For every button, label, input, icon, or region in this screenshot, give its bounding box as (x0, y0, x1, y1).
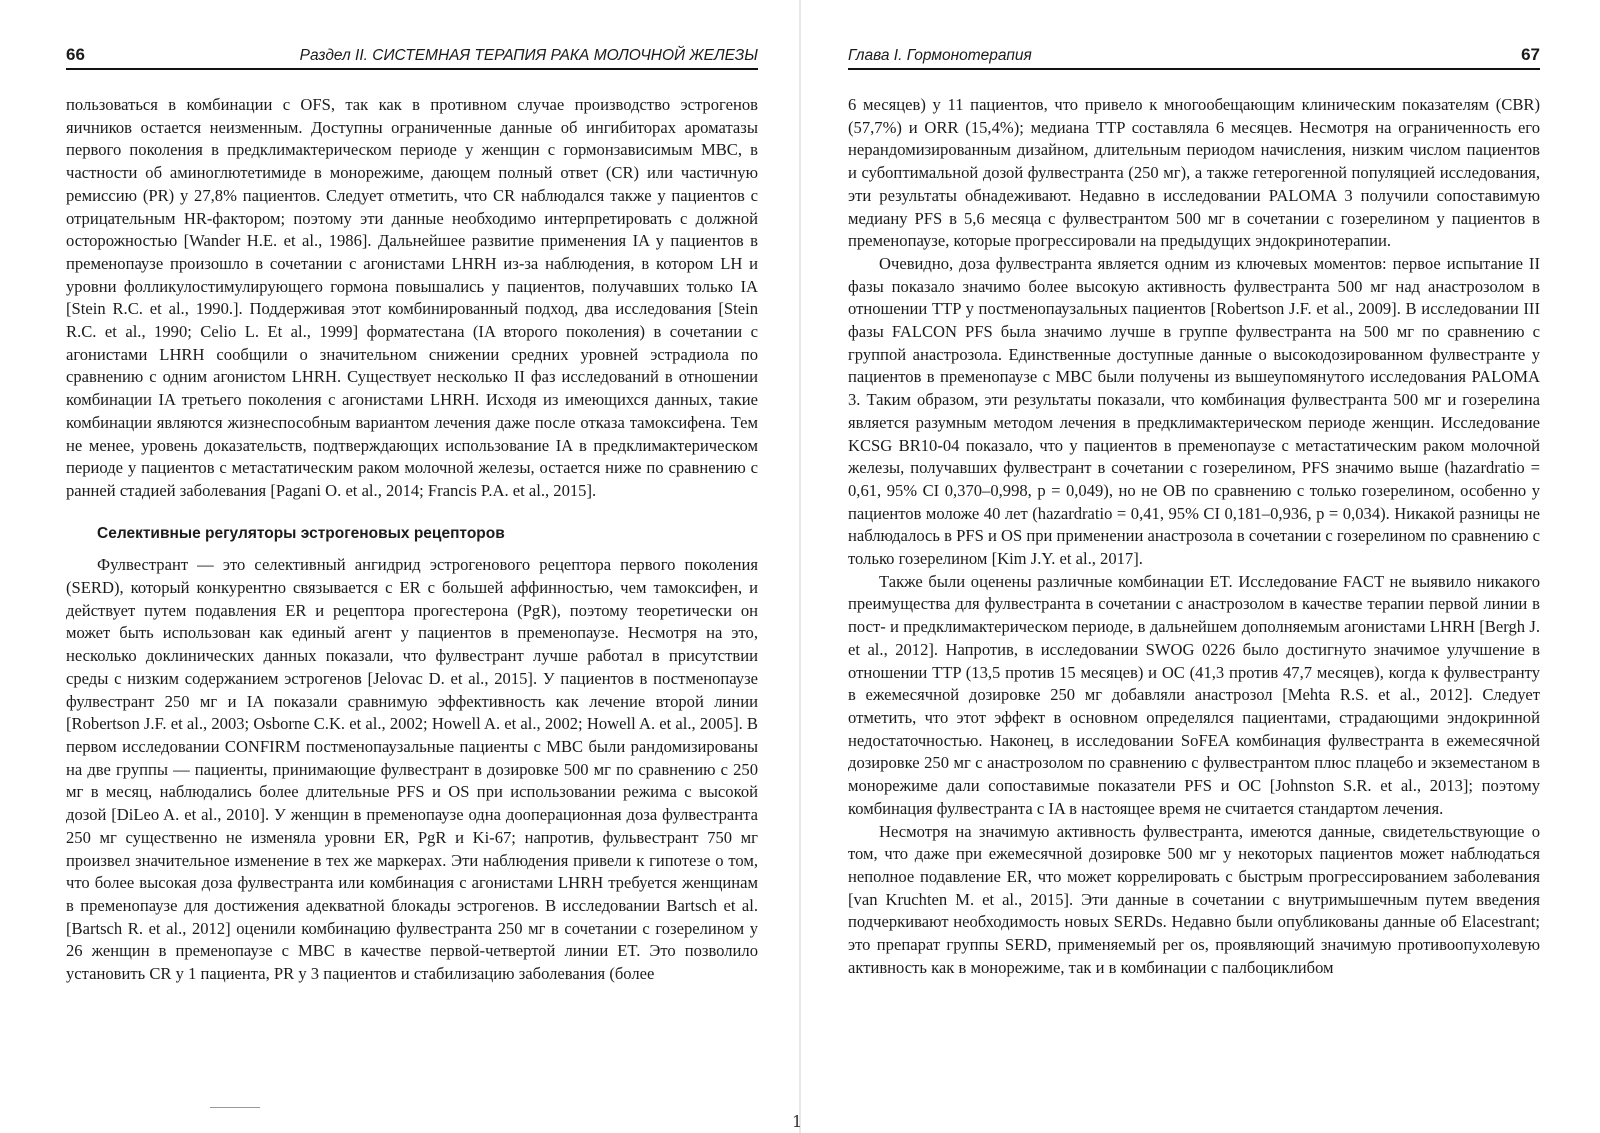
right-paragraph-1: 6 месяцев) у 11 пациентов, что привело к многообещающим клиническим показателям (CBR) (57,7%) и ORR (15,4%); медиана TTP составляла 6 месяцев. Несмотря на ограниченность его нерандомизированным дизайном, длительным периодом начисления, низким числом пациентов и субоптимальной дозой фулвестранта (250 мг), а также гетерогенной популяцией исследования, эти результаты обнадеживают. Недавно в исследовании PALOMA 3 получили сопоставимую медиану PFS в 5,6 месяца с фулвестрантом 500 мг в сочетании с гозерелином у пациентов в пременопаузе, которые прогрессировали на предыдущих эндокринотерапии. (848, 95, 1540, 251)
right-page-number: 67 (1521, 45, 1540, 64)
right-page-body (848, 94, 1540, 979)
right-paragraph-2: Очевидно, доза фулвестранта является одним из ключевых моментов: первое испытание II фазы показало значимо более высокую активность фулвестранта 500 мг над анастрозолом в отношении TTP у постменопаузальных пациентов [Robertson J.F. et al., 2009]. В исследовании III фазы FALCON PFS была значимо лучше в группе фулвестранта на 500 мг по сравнению с группой анастрозола. Единственные доступные данные о высокодозированном фулвестранте у пациентов в пременопаузе с MBC были получены из вышеупомянутого исследования PALOMA 3. Таким образом, эти результаты показали, что комбинация фулвестранта 500 мг и гозерелина является разумным методом лечения в предклимактерическом периоде женщин. Исследование KCSG BR10-04 показало, что у пациентов в пременопаузе с метастатическим раком молочной железы, получавших фулвестрант в сочетании с гозерелином, PFS значимо выше (hazardratio = 0,61, 95% CI 0,370–0,998, p = 0,049), но не OB по сравнению с только гозерелином, особенно у пациентов моложе 40 лет (hazardratio = 0,41, 95% CI 0,181–0,936, p = 0,034). Никакой разницы не наблюдалось в PFS и OS при применении анастрозола в сочетании с гозерелином по сравнению с только гозерелином [Kim J.Y. et al., 2017]. (848, 253, 1540, 569)
right-paragraph-3: Также были оценены различные комбинации ET. Исследование FACT не выявило никакого преимущества для фулвестранта в сочетании с анастрозолом в качестве терапии первой линии в пост- и предклимактерическом периоде, в дальнейшем дополняемым агонистами LHRH [Bergh J. et al., 2012]. Напротив, в исследовании SWOG 0226 было достигнуто значимое улучшение в отношении TTP (13,5 против 15 месяцев) и OC (41,3 против 47,7 месяцев), когда к фулвестранту в ежемесячной дозировке 250 мг добавляли анастрозол [Mehta R.S. et al., 2012]. Следует отметить, что этот эффект в основном определялся пациентами, страдающими эндокринной недостаточностью. Наконец, в исследовании SoFEA комбинация фулвестранта в ежемесячной дозировке 250 мг с анастрозолом по сравнению с фулвестрантом плюс плацебо и экземестаном в монорежиме дали сопоставимые показатели PFS и OC [Johnston S.R. et al., 2013]; поэтому комбинация фулвестранта с IA в настоящее время не считается стандартом лечения. (848, 571, 1540, 818)
right-running-head-title: Глава I. Гормонотерапия (848, 47, 1032, 64)
left-paragraph-1: пользоваться в комбинации с OFS, так как в противном случае производство эстрогенов яичников остается неизменным. Доступны ограниченные данные об ингибиторах ароматазы первого поколения в предклимактерическом периоде у женщин с гормонзависимым MBC, в частности об аминоглютетимиде в монорежиме, дающем полный ответ (CR) или частичную ремиссию (PR) у 27,8% пациентов. Следует отметить, что CR наблюдался также у пациентов с отрицательным HR-фактором; поэтому эти данные необходимо интерпретировать с должной осторожностью [Wander H.E. et al., 1986]. Дальнейшее развитие применения IA у пациентов в пременопаузе произошло в сочетании с агонистами LHRH из-за наблюдения, в котором LH и уровни фолликулостимулирующего гормона повышались у пациентов, получавших только IA [Stein R.C. et al., 1990.]. Поддерживая этот комбинированный подход, два исследования [Stein R.C. et al., 1990; Celio L. Et al., 1999] форматестана (IA второго поколения) в сочетании с агонистами LHRH сообщили о значительном снижении средних уровней эстрадиола по сравнению с одним агонистом LHRH. Существует несколько II фаз исследований в отношении комбинации IA третьего поколения с агонистами LHRH. Исходя из имеющихся данных, такие комбинации являются жизнеспособным вариантом лечения даже после отказа тамоксифена. Тем не менее, уровень доказательств, подтверждающих использование IA в предклимактерическом периоде у пациентов с метастатическим раком молочной железы, остается ниже по сравнению с ранней стадией заболевания [Pagani O. et al., 2014; Francis P.A. et al., 2015]. (66, 95, 758, 500)
gutter-mark: 1 (792, 1112, 803, 1131)
left-paragraph-2: Фулвестрант — это селективный ангидрид эстрогенового рецептора первого поколения (SERD), который конкурентно связывается с ER с большей аффинностью, чем тамоксифен, и действует путем подавления ER и рецептора прогестерона (PgR), поэтому теоретически он может быть использован как единый агент у пациентов в пременопаузе. Несмотря на это, несколько доклинических данных показали, что фулвестрант лучше работал в присутствии среды с низким содержанием эстрогенов [Jelovac D. et al., 2015]. У пациентов в постменопаузе фулвестрант 250 мг и IA показали сравнимую эффективность как лечение второй линии [Robertson J.F. et al., 2003; Osborne C.K. et al., 2002; Howell A. et al., 2002; Howell A. et al., 2005]. В первом исследовании CONFIRM постменопаузальные пациенты с MBC были рандомизированы на две группы — пациенты, принимающие фулвестрант в дозировке 500 мг по сравнению с 250 мг в месяц, наблюдались более длительные PFS и OS при использовании режима с высокой дозой [DiLeo A. et al., 2010]. У женщин в пременопаузе одна дооперационная доза фулвестранта 250 мг существенно не изменяла уровни ER, PgR и Ki-67; напротив, фульвестрант 750 мг произвел значительное изменение в тех же маркерах. Эти наблюдения привели к гипотезе о том, что более высокая доза фулвестранта или комбинация с агонистами LHRH требуется женщинам в пременопаузе для достижения адекватной блокады эстрогенов. В исследовании Bartsch et al. [Bartsch R. et al., 2012] оценили комбинацию фулвестранта 250 мг в сочетании с гозерелином у 26 женщин в пременопаузе с MBC в качестве первой-четвертой линии ET. Это позволило установить CR у 1 пациента, PR у 3 пациентов и стабилизацию заболевания (более (66, 555, 758, 984)
right-running-header (848, 44, 1540, 70)
right-page (800, 0, 1600, 1133)
section-heading: Селективные регуляторы эстрогеновых рецепторов (97, 524, 505, 542)
left-running-header (66, 44, 758, 70)
right-paragraph-4: Несмотря на значимую активность фулвестранта, имеются данные, свидетельствующие о том, что даже при ежемесячной дозировке 500 мг у некоторых пациентов может наблюдаться неполное подавление ER, что может коррелировать с быстрым прогрессированием заболевания [van Kruchten M. et al., 2015]. Эти данные в сочетании с внутримышечным путем введения подчеркивают необходимость новых SERDs. Недавно были опубликованы данные об Elacestrant; это препарат группы SERD, применяемый per os, проявляющий значимую противоопухолевую активность как в монорежиме, так и в комбинации с палбоциклибом (848, 821, 1540, 977)
footer-rule (210, 1107, 260, 1108)
left-running-head-title: Раздел II. СИСТЕМНАЯ ТЕРАПИЯ РАКА МОЛОЧНОЙ ЖЕЛЕЗЫ (299, 47, 758, 64)
left-page-body (66, 94, 758, 986)
left-page-number: 66 (66, 45, 85, 64)
